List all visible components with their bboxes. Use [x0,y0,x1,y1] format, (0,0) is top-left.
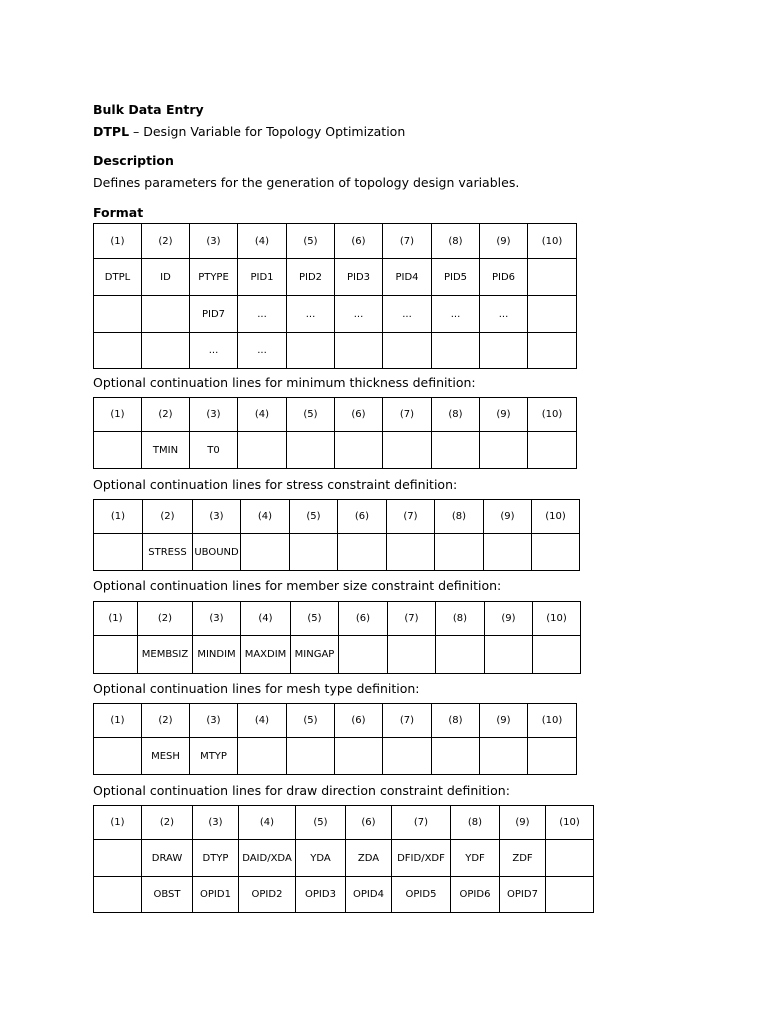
table-cell: MAXDIM [241,636,291,674]
table-cell: ... [238,296,287,333]
table-cell [287,738,335,775]
field-number-row [94,806,594,840]
table-cell: MEMBSIZ [138,636,193,674]
table-cell [290,534,338,571]
field-number-cell: (1) [94,806,142,840]
field-number-cell: (7) [387,500,435,534]
field-number-row [94,602,581,636]
table-cell [338,534,387,571]
table-cell: OPID7 [500,877,546,913]
field-number-cell: (2) [138,602,193,636]
table-cell: ... [238,333,287,369]
caption-member-size: Optional continuation lines for member size constraint definition: [93,578,502,593]
table-cell [432,738,480,775]
field-number-cell: (1) [94,224,142,259]
table-cell [546,877,594,913]
table-cell [94,534,143,571]
table-cell [241,534,290,571]
table-cell: ... [383,296,432,333]
field-number-cell: (8) [451,806,500,840]
table-cell: OBST [142,877,193,913]
field-number-cell: (1) [94,398,142,432]
table-cell [533,636,581,674]
table-cell [480,738,528,775]
field-number-cell: (2) [142,224,190,259]
field-number-cell: (8) [432,224,480,259]
table-cell: MINDIM [193,636,241,674]
field-number-row [94,398,577,432]
format-table-stress [93,499,580,571]
field-number-cell: (3) [193,602,241,636]
table-cell: DTPL [94,259,142,296]
field-number-cell: (10) [528,224,577,259]
field-number-cell: (2) [143,500,193,534]
table-row [94,738,577,775]
table-cell [142,296,190,333]
field-number-cell: (6) [335,398,383,432]
table-row [94,877,594,913]
table-cell: PID5 [432,259,480,296]
field-number-cell: (10) [532,500,580,534]
table-cell [436,636,485,674]
table-cell [94,840,142,877]
table-cell: ZDA [346,840,392,877]
field-number-cell: (7) [383,224,432,259]
table-cell [432,432,480,469]
table-cell [335,432,383,469]
field-number-cell: (9) [500,806,546,840]
field-number-cell: (2) [142,806,193,840]
table-row [94,259,577,296]
table-cell: ... [335,296,383,333]
table-cell [528,432,577,469]
table-cell: ... [480,296,528,333]
description-heading: Description [93,153,174,168]
table-cell: PID7 [190,296,238,333]
format-table-draw-direction [93,805,594,913]
field-number-cell: (3) [193,806,239,840]
title-dash: – [129,124,144,139]
table-cell [142,333,190,369]
field-number-cell: (1) [94,500,143,534]
table-cell [339,636,388,674]
table-cell [94,432,142,469]
field-number-cell: (10) [533,602,581,636]
table-cell: ... [287,296,335,333]
field-number-cell: (9) [480,224,528,259]
table-cell: DAID/XDA [239,840,296,877]
table-cell [94,877,142,913]
table-row [94,432,577,469]
entry-type-heading: Bulk Data Entry [93,102,204,117]
table-cell: PID3 [335,259,383,296]
table-cell: PID1 [238,259,287,296]
table-cell [435,534,484,571]
field-number-cell: (2) [142,398,190,432]
table-cell [480,333,528,369]
table-cell [335,333,383,369]
table-cell: TMIN [142,432,190,469]
field-number-cell: (8) [432,704,480,738]
field-number-cell: (5) [296,806,346,840]
table-cell: YDA [296,840,346,877]
table-cell: OPID6 [451,877,500,913]
table-row [94,296,577,333]
table-cell: MTYP [190,738,238,775]
table-cell [287,432,335,469]
field-number-cell: (7) [392,806,451,840]
field-number-cell: (7) [383,704,432,738]
table-cell [383,738,432,775]
field-number-cell: (1) [94,704,142,738]
field-number-cell: (5) [290,500,338,534]
field-number-cell: (3) [190,704,238,738]
field-number-cell: (5) [287,224,335,259]
table-cell: OPID4 [346,877,392,913]
table-cell: STRESS [143,534,193,571]
table-cell: ID [142,259,190,296]
field-number-cell: (2) [142,704,190,738]
field-number-cell: (8) [435,500,484,534]
field-number-cell: (1) [94,602,138,636]
table-cell: PID2 [287,259,335,296]
field-number-cell: (8) [432,398,480,432]
table-cell [485,636,533,674]
table-cell: MINGAP [291,636,339,674]
format-table-main [93,223,577,369]
table-cell [532,534,580,571]
table-cell [528,738,577,775]
table-cell [94,296,142,333]
field-number-cell: (5) [287,398,335,432]
table-cell: DRAW [142,840,193,877]
field-number-row [94,704,577,738]
table-cell: DFID/XDF [392,840,451,877]
table-cell: MESH [142,738,190,775]
caption-stress: Optional continuation lines for stress constraint definition: [93,477,458,492]
table-cell: PID4 [383,259,432,296]
table-cell: YDF [451,840,500,877]
field-number-cell: (6) [335,704,383,738]
field-number-cell: (10) [528,704,577,738]
format-table-mesh-type [93,703,577,775]
format-heading: Format [93,205,144,220]
table-cell: OPID2 [239,877,296,913]
field-number-cell: (4) [238,398,287,432]
table-cell: OPID1 [193,877,239,913]
field-number-cell: (9) [484,500,532,534]
table-cell: ... [190,333,238,369]
field-number-cell: (5) [287,704,335,738]
field-number-cell: (4) [241,602,291,636]
table-cell [528,259,577,296]
table-row [94,333,577,369]
table-cell: T0 [190,432,238,469]
caption-min-thickness: Optional continuation lines for minimum thickness definition: [93,375,476,390]
field-number-row [94,224,577,259]
table-cell [528,296,577,333]
table-cell [238,738,287,775]
field-number-cell: (3) [193,500,241,534]
table-cell [94,738,142,775]
table-cell [335,738,383,775]
field-number-cell: (9) [480,704,528,738]
field-number-cell: (6) [346,806,392,840]
field-number-cell: (10) [528,398,577,432]
field-number-cell: (3) [190,224,238,259]
field-number-cell: (4) [238,704,287,738]
table-cell [388,636,436,674]
field-number-cell: (5) [291,602,339,636]
table-cell [484,534,532,571]
table-cell [287,333,335,369]
field-number-cell: (9) [485,602,533,636]
caption-draw-direction: Optional continuation lines for draw direction constraint definition: [93,783,510,798]
table-cell: PTYPE [190,259,238,296]
table-cell: ZDF [500,840,546,877]
table-cell [528,333,577,369]
field-number-cell: (6) [339,602,388,636]
table-cell: ... [432,296,480,333]
table-row [94,840,594,877]
field-number-cell: (9) [480,398,528,432]
card-title: Design Variable for Topology Optimization [143,124,406,139]
description-text: Defines parameters for the generation of topology design variables. [93,175,520,190]
field-number-cell: (3) [190,398,238,432]
table-cell [546,840,594,877]
format-table-member-size [93,601,581,674]
field-number-cell: (4) [238,224,287,259]
field-number-cell: (10) [546,806,594,840]
table-cell: UBOUND [193,534,241,571]
table-cell: OPID3 [296,877,346,913]
table-cell [383,333,432,369]
field-number-cell: (4) [241,500,290,534]
field-number-cell: (7) [388,602,436,636]
card-title-line [93,124,405,140]
table-cell [387,534,435,571]
field-number-cell: (6) [338,500,387,534]
table-cell: PID6 [480,259,528,296]
format-table-min-thickness [93,397,577,469]
caption-mesh-type: Optional continuation lines for mesh type definition: [93,681,420,696]
field-number-cell: (8) [436,602,485,636]
table-cell [238,432,287,469]
table-cell [94,636,138,674]
table-cell: DTYP [193,840,239,877]
table-cell: OPID5 [392,877,451,913]
field-number-cell: (4) [239,806,296,840]
field-number-row [94,500,580,534]
table-row [94,534,580,571]
field-number-cell: (6) [335,224,383,259]
table-cell [94,333,142,369]
table-cell [383,432,432,469]
card-name: DTPL [93,124,130,139]
table-cell [480,432,528,469]
table-cell [432,333,480,369]
field-number-cell: (7) [383,398,432,432]
table-row [94,636,581,674]
